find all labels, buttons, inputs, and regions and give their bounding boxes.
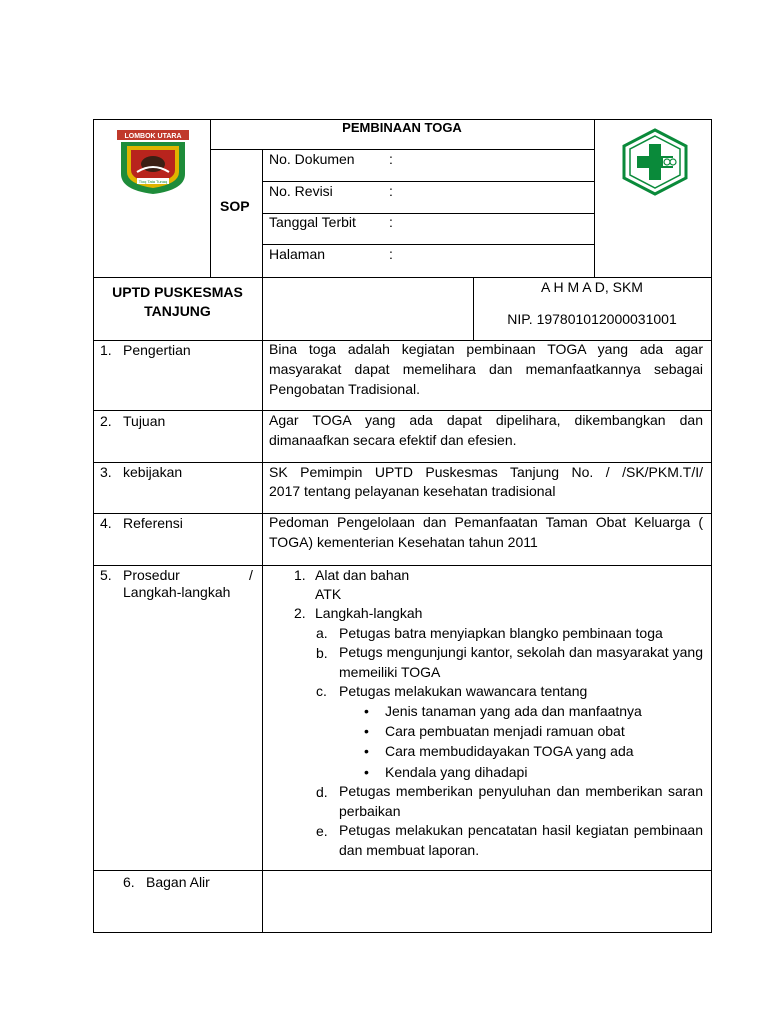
- section-text-tujuan: Agar TOGA yang ada dapat dipelihara, dikembangkan dan dimanaafkan secara efektif dan efesien.: [269, 412, 703, 448]
- section-label-langkah: Langkah-langkah: [123, 584, 231, 600]
- bullet-item: Jenis tanaman yang ada dan manfaatnya: [385, 703, 642, 719]
- section-number: 3.: [100, 464, 112, 480]
- list-item: Langkah-langkah: [315, 605, 423, 621]
- step-letter: d.: [316, 784, 328, 800]
- section-label-tujuan: Tujuan: [123, 413, 166, 429]
- step-letter: b.: [316, 645, 328, 661]
- divider: [262, 277, 263, 932]
- meta-label-no-dokumen: No. Dokumen: [269, 151, 355, 167]
- list-item: Alat dan bahan: [315, 567, 410, 583]
- step-letter: c.: [316, 683, 327, 699]
- section-number: 6.: [123, 874, 135, 890]
- section-number: 2.: [100, 413, 112, 429]
- meta-label-halaman: Halaman: [269, 246, 326, 262]
- bullet-icon: •: [364, 764, 369, 780]
- step-text: Petugas melakukan wawancara tentang: [339, 683, 588, 699]
- step-letter: a.: [316, 625, 328, 641]
- step-text: Petugas memberikan penyuluhan dan memberikan saran perbaikan: [339, 783, 703, 819]
- lombok-utara-logo: [115, 128, 191, 196]
- signer-nip: NIP. 197801012000031001: [507, 311, 677, 327]
- svg-text:Tioq Tata Tunaq: Tioq Tata Tunaq: [138, 179, 168, 184]
- section-number: 5.: [100, 567, 112, 583]
- section-label-referensi: Referensi: [123, 515, 183, 531]
- step-text: Petugas batra menyiapkan blangko pembinaan toga: [339, 625, 663, 641]
- section-text-pengertian: Bina toga adalah kegiatan pembinaan TOGA yang ada agar masyarakat dapat memelihara dan memanfaatkannya sebagai Pengobatan Tradisional.: [269, 341, 703, 397]
- meta-sep: :: [389, 183, 393, 199]
- divider: [594, 119, 595, 277]
- step-letter: e.: [316, 823, 328, 839]
- meta-sep: :: [389, 214, 393, 230]
- bullet-icon: •: [364, 723, 369, 739]
- step-text: Petugas melakukan pencatatan hasil kegiatan pembinaan dan membuat laporan.: [339, 822, 703, 858]
- section-text-referensi: Pedoman Pengelolaan dan Pemanfaatan Taman Obat Keluarga ( TOGA) kementerian Kesehatan tahun 2011: [269, 514, 703, 550]
- table-border-right: [711, 119, 712, 932]
- list-number: 2.: [294, 605, 306, 621]
- bullet-item: Cara membudidayakan TOGA yang ada: [385, 743, 634, 759]
- section-label-prosedur: Prosedur: [123, 567, 180, 583]
- list-item: ATK: [315, 586, 342, 602]
- meta-label-tanggal-terbit: Tanggal Terbit: [269, 214, 356, 230]
- org-name-line2: TANJUNG: [144, 303, 211, 319]
- org-name-line1: UPTD PUSKESMAS: [112, 284, 243, 300]
- meta-sep: :: [389, 246, 393, 262]
- section-label-slash: /: [249, 567, 253, 583]
- bullet-icon: •: [364, 703, 369, 719]
- sop-label: SOP: [220, 198, 250, 214]
- kemenkes-logo: [620, 128, 690, 196]
- section-label-pengertian: Pengertian: [123, 342, 191, 358]
- section-text-kebijakan-line2: 2017 tentang pelayanan kesehatan tradisional: [269, 483, 556, 499]
- meta-label-no-revisi: No. Revisi: [269, 183, 333, 199]
- section-text-kebijakan-line1: SK Pemimpin UPTD Puskesmas Tanjung No. / /SK/PKM.T/I/: [269, 464, 703, 480]
- signer-name: A H M A D, SKM: [541, 279, 643, 295]
- svg-text:LOMBOK UTARA: LOMBOK UTARA: [124, 133, 182, 140]
- table-border-left: [93, 119, 94, 932]
- section-label-kebijakan: kebijakan: [123, 464, 183, 480]
- bullet-item: Kendala yang dihadapi: [385, 764, 528, 780]
- section-number: 4.: [100, 515, 112, 531]
- bullet-item: Cara pembuatan menjadi ramuan obat: [385, 723, 625, 739]
- divider: [210, 119, 211, 277]
- section-label-bagan-alir: Bagan Alir: [146, 874, 210, 890]
- step-text: Petugs mengunjungi kantor, sekolah dan masyarakat yang memeiliki TOGA: [339, 644, 703, 680]
- document-title: PEMBINAAN TOGA: [342, 120, 462, 135]
- table-border-bottom: [93, 932, 712, 933]
- list-number: 1.: [294, 567, 306, 583]
- divider: [93, 870, 712, 871]
- divider: [210, 149, 594, 150]
- meta-sep: :: [389, 151, 393, 167]
- bullet-icon: •: [364, 743, 369, 759]
- section-number: 1.: [100, 342, 112, 358]
